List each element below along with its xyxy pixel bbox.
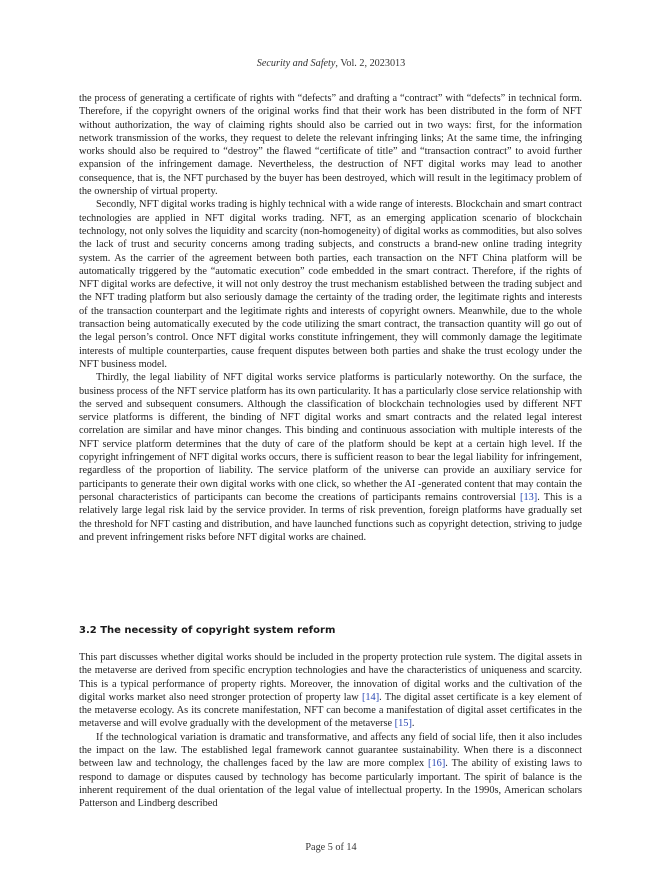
running-header xyxy=(0,58,662,69)
citation-link[interactable]: [16] xyxy=(428,758,446,770)
journal-name: Security and Safety xyxy=(256,58,336,69)
paragraph-text: Thirdly, the legal liability of NFT digital works service platforms is particularly noteworthy. On the surface, the business process of the NFT service platform has its own particularity. It has a particularly close service relationship with the served and subsequent consumers. Although the classification of blockchain technologies used by different NFT service platforms is different, the binding of NFT digital works and smart contracts and the related legal interest correlation are similar and have minor changes. This binding and continuous association with multiple interests of the NFT service platform determines that the duty of care of the platform should be kept at a certain high level. If the copyright infringement of NFT digital works occurs, there is sufficient reason to bear the legal liability for infringement, regardless of the proportion of liability. The service platform of the universe can provide an auxiliary service for participants to generate their own digital works with one click, so whether the AI -generated content that may contain the personal characteristics of participants can become the creations of participants remains controversial xyxy=(79,372,582,503)
paragraph-text: . The digital asset certificate is a key element of the metaverse ecology. As its concrete manifestation, NFT can become a manifestation of digital asset certificates in the metaverse and will evolve gradually with the development of the metaverse xyxy=(79,691,582,730)
paragraph-text: This part discusses whether digital works should be included in the property protection rule system. The digital assets in the metaverse are derived from specific encryption technologies and have the characteristics of uniqueness and scarcity. This is a typical performance of property rights. Moreover, the innovation of digital works and the cultivation of the digital works market also need stronger protection of property law xyxy=(79,652,582,703)
paragraph-digital-works xyxy=(79,651,582,731)
paragraph-secondly: Secondly, NFT digital works trading is highly technical with a wide range of interests. Blockchain and smart contract technologies are applied in NFT digital works trading. NFT, as an emerging application scenario of blockchain technology, not only solves the liquidity and scarcity (non-homogeneity) of digital works as commodities, but also solves the lack of trust and security concerns among trading subjects, and constructs a brand-new online trading integrity system. As the carrier of the agreement between both parties, each transaction on the NFT China platform will be automatically triggered by the “automatic execution” code embedded in the smart contract. Therefore, if the rights of NFT digital works are defective, it will not only destroy the trust mechanism established between the trading subject and the NFT trading platform but also seriously damage the certainty of the trading order, the legitimate rights and interests of the transaction counterpart and the legitimate rights and interests of copyright owners. Meanwhile, due to the whole transaction being automatically executed by the code utilizing the smart contract, the transaction quantity will go out of the legal person’s control. Once NFT digital works constitute infringement, they will commonly damage the legitimate interests of multiple counterparties, cause frequent disputes between both parties and shake the trust ecology under the NFT business model. xyxy=(79,199,582,370)
paragraph-text: . The ability of existing laws to respond to damage or disputes caused by technology has become particularly important. The spirit of balance is the inherent requirement of the dual orientation of the legal value of intellectual property. In the 1990s, American scholars Patterson and Lindberg described xyxy=(79,758,582,810)
body-text-bottom xyxy=(79,651,582,811)
citation-link[interactable]: [15] xyxy=(394,718,412,730)
paragraph-thirdly xyxy=(79,371,582,544)
body-text-top xyxy=(79,92,582,544)
citation-link[interactable]: [13] xyxy=(520,491,538,503)
page-number: Page 5 of 14 xyxy=(305,842,357,853)
paragraph-technological-variation xyxy=(79,731,582,811)
journal-volume: , Vol. 2, 2023013 xyxy=(335,58,406,69)
paragraph-text: If the technological variation is dramatic and transformative, and affects any field of social life, then it also includes the impact on the law. The established legal framework cannot guarantee sustainability. When there is a disconnect between law and technology, the challenges faced by the law are more complex xyxy=(79,731,582,770)
section-heading: 3.2 The necessity of copyright system reform xyxy=(79,625,336,636)
paragraph-text: . This is a relatively large legal risk laid by the service provider. In terms of risk prevention, foreign platforms have gradually set the threshold for NFT casting and distribution, and have launched functions such as copyright detection, striving to judge and prevent infringement risks before NFT digital works are chained. xyxy=(79,491,582,543)
paragraph-continuation: the process of generating a certificate of rights with “defects” and drafting a “contract” with “defects” in technical form. Therefore, if the copyright owners of the original works find that their work has been distributed in the form of NFT without authorization, the way of claiming rights should also be carried out in two ways: first, for the information network transmission of the works, they request to delete the relevant infringing links; At the same time, the infringing works should also be required to “destroy” the flawed “certificate of title” and “transaction contract” to avoid further expansion of the infringement damage. Nevertheless, the destruction of NFT digital works may lead to another consequence, that is, the NFT purchased by the buyer has been destroyed, which will result in the legitimacy problem of the ownership of virtual property. xyxy=(79,93,582,198)
citation-link[interactable]: [14] xyxy=(361,691,380,703)
paragraph-text: . xyxy=(411,718,415,730)
